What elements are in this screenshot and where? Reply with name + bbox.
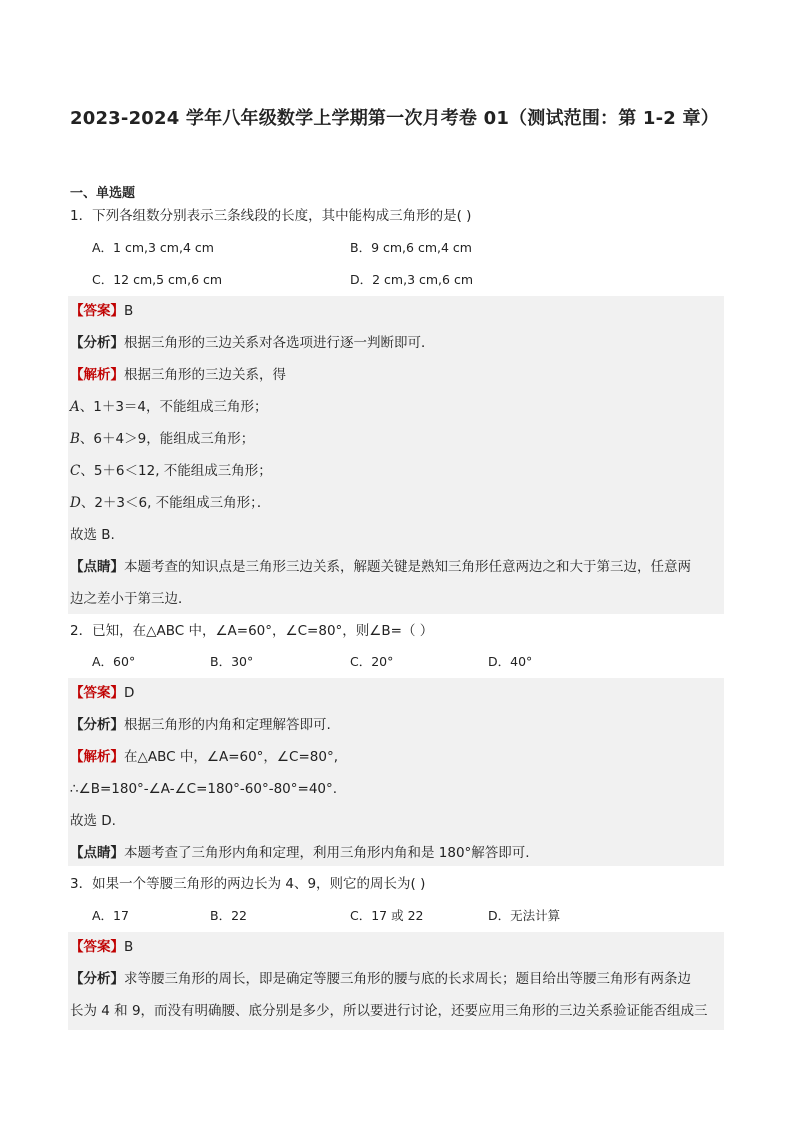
q1-analysis (70, 333, 435, 353)
solution-line-text: 、2＋3＜6, 不能组成三角形；． (80, 495, 271, 511)
q2-option-a: A．60° (92, 654, 136, 669)
q1-option-b: B．9 cm,6 cm,4 cm (350, 240, 472, 255)
q3-analysis (70, 969, 691, 989)
answer-tag: 【答案】 (70, 685, 124, 701)
q3-analysis-cont: 长为 4 和 9，而没有明确腰、底分别是多少，所以要进行讨论，还要应用三角形的三边关系验证能否组成三 (70, 1003, 708, 1019)
q1-solution-line-d (70, 493, 270, 513)
section-heading: 一、单选题 (70, 186, 136, 201)
q2-analysis (70, 715, 331, 735)
solution-tag: 【解析】 (70, 367, 124, 383)
answer-value: B (124, 303, 134, 319)
comment-text: 本题考查的知识点是三角形三边关系，解题关键是熟知三角形任意两边之和大于第三边，任意两 (124, 559, 691, 575)
q2-conclusion: 故选 D. (70, 813, 116, 829)
answer-value: D (124, 685, 135, 701)
option-letter: C (70, 463, 81, 479)
page-title: 2023-2024 学年八年级数学上学期第一次月考卷 01（测试范围：第 1-2 章） (70, 108, 719, 129)
option-letter: A (70, 399, 80, 415)
analysis-text: 求等腰三角形的周长，即是确定等腰三角形的腰与底的长求周长；题目给出等腰三角形有两条边 (124, 971, 691, 987)
question-3-stem: 3．如果一个等腰三角形的两边长为 4、9，则它的周长为( ) (70, 876, 426, 892)
q1-solution (70, 365, 286, 385)
comment-tag: 【点睛】 (70, 559, 124, 575)
answer-tag: 【答案】 (70, 303, 124, 319)
q1-comment-cont: 边之差小于第三边． (70, 591, 192, 607)
q2-solution-line: ∴∠B=180°-∠A-∠C=180°-60°-80°=40°. (70, 781, 338, 797)
q3-answer (70, 937, 133, 957)
q2-option-d: D．40° (488, 654, 533, 669)
q2-comment (70, 843, 530, 863)
solution-tag: 【解析】 (70, 749, 124, 765)
question-2-stem: 2．已知，在△ABC 中，∠A=60°，∠C=80°，则∠B=（ ） (70, 623, 434, 639)
comment-text: 本题考查了三角形内角和定理，利用三角形内角和是 180°解答即可. (124, 845, 530, 861)
q3-option-d: D．无法计算 (488, 908, 561, 923)
q1-solution-line-b (70, 429, 254, 449)
q1-answer (70, 301, 133, 321)
q1-comment (70, 557, 691, 577)
q1-option-d: D．2 cm,3 cm,6 cm (350, 272, 473, 287)
question-1-stem: 1．下列各组数分别表示三条线段的长度，其中能构成三角形的是( ) (70, 208, 472, 224)
q2-solution (70, 747, 338, 767)
solution-line-text: 、1＋3＝4，不能组成三角形； (79, 399, 268, 415)
answer-value: B (124, 939, 134, 955)
solution-text: 根据三角形的三边关系，得 (124, 367, 286, 383)
answer-tag: 【答案】 (70, 939, 124, 955)
q3-option-c: C．17 或 22 (350, 908, 424, 923)
q1-conclusion: 故选 B. (70, 527, 115, 543)
q3-option-b: B．22 (210, 908, 247, 923)
solution-line-text: 、6＋4＞9，能组成三角形； (79, 431, 255, 447)
option-letter: B (70, 431, 80, 447)
q2-option-c: C．20° (350, 654, 394, 669)
q1-solution-line-a (70, 397, 268, 417)
solution-line-text: 、5＋6＜12, 不能组成三角形； (80, 463, 272, 479)
q1-solution-line-c (70, 461, 272, 481)
analysis-text: 根据三角形的三边关系对各选项进行逐一判断即可． (124, 335, 435, 351)
comment-tag: 【点睛】 (70, 845, 124, 861)
analysis-tag: 【分析】 (70, 717, 124, 733)
q2-option-b: B．30° (210, 654, 254, 669)
q1-option-c: C．12 cm,5 cm,6 cm (92, 272, 223, 287)
q1-option-a: A．1 cm,3 cm,4 cm (92, 240, 214, 255)
analysis-tag: 【分析】 (70, 335, 124, 351)
solution-text: 在△ABC 中，∠A=60°，∠C=80°, (124, 749, 338, 765)
analysis-text: 根据三角形的内角和定理解答即可. (124, 717, 331, 733)
q2-answer-block (68, 678, 724, 866)
option-letter: D (70, 495, 81, 511)
analysis-tag: 【分析】 (70, 971, 124, 987)
q3-option-a: A．17 (92, 908, 129, 923)
q2-answer (70, 683, 134, 703)
